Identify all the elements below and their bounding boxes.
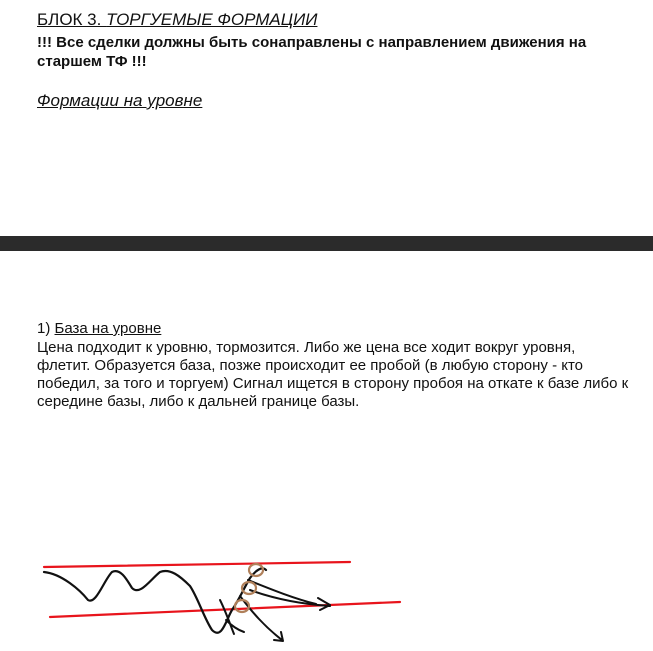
item-number: 1) (37, 320, 55, 337)
base-markers (235, 564, 263, 612)
item-description: Цена подходит к уровню, тормозится. Либо же цена все ходит вокруг уровня, флетит. Образуется база, позже происходит ее пробой (в любую сторону - кто победил, за того и торгуем) Сигнал ищется в сторону пробоя на откате к базе либо к середине базы, либо к дальней границе базы. (37, 339, 629, 410)
base-on-level-sketch (0, 540, 653, 651)
section-title: Формации на уровне (37, 91, 203, 110)
price-path (44, 568, 266, 632)
block-title (37, 9, 317, 31)
block-name: ТОРГУЕМЫЕ ФОРМАЦИИ (106, 10, 318, 29)
warning-text: !!! Все сделки должны быть сонаправлены с направлением движения на старшем ТФ !!! (37, 34, 587, 70)
upper-level-line (44, 562, 350, 567)
page-divider (0, 236, 653, 251)
item-heading (37, 320, 161, 338)
item-title: База на уровне (54, 320, 162, 337)
block-prefix: БЛОК 3. (37, 10, 107, 29)
swing-lines (248, 580, 330, 610)
document-page-top (0, 0, 653, 236)
